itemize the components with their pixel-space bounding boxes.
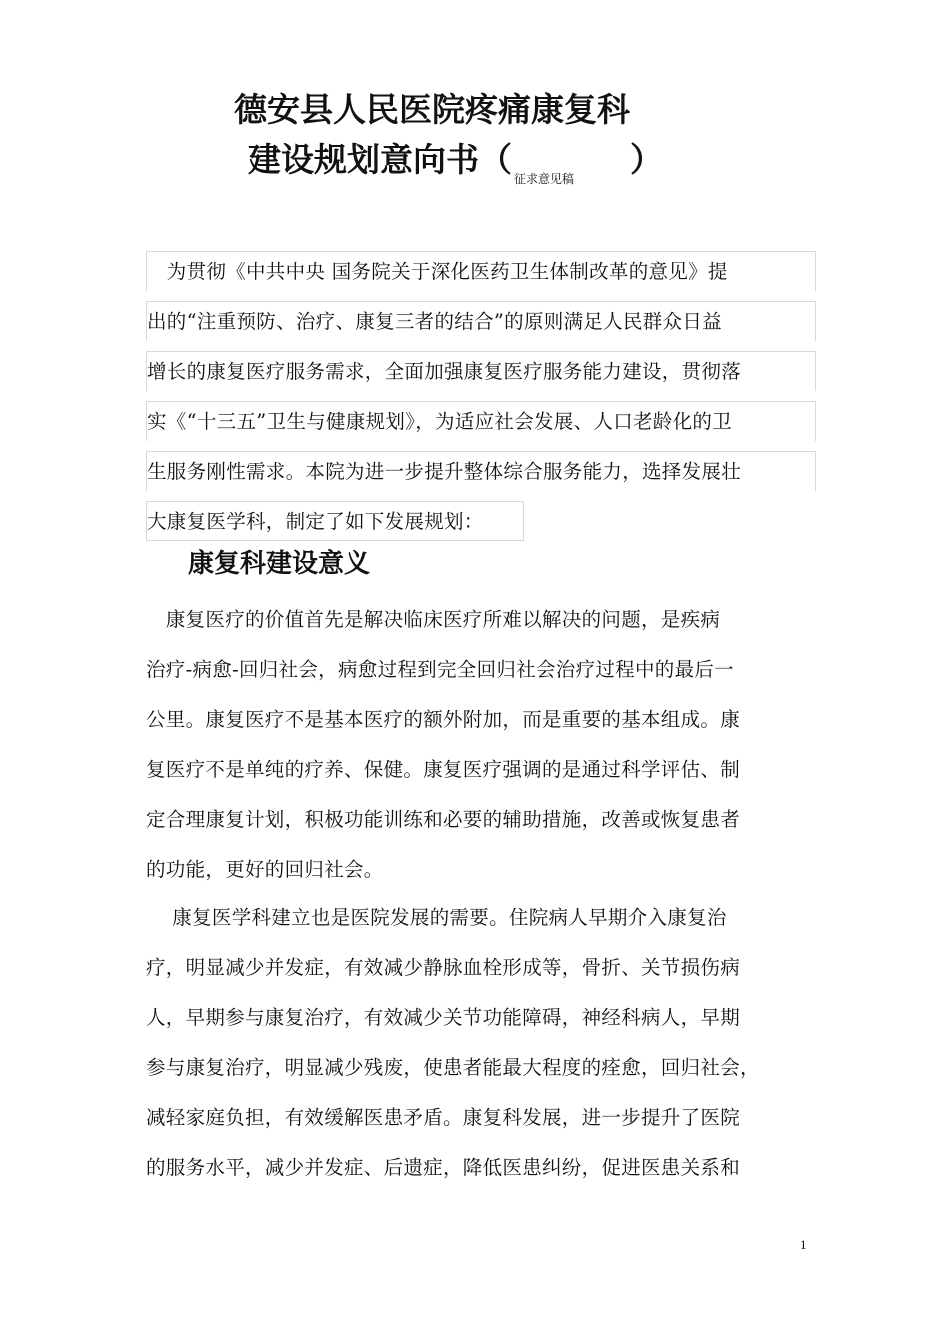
title-close-paren: ）	[630, 140, 664, 179]
intro-line: 生服务刚性需求。本院为进一步提升整体综合服务能力，选择发展壮	[146, 451, 816, 491]
document-title-line1: 德安县人民医院疼痛康复科	[234, 90, 630, 129]
draft-note: 征求意见稿	[514, 172, 575, 186]
intro-line: 实《“十三五”卫生与健康规划》，为适应社会发展、人口老龄化的卫	[146, 401, 816, 441]
intro-line: 为贯彻《中共中央 国务院关于深化医药卫生体制改革的意见》提	[146, 251, 816, 291]
paragraph-line: 康复医疗的价值首先是解决临床医疗所难以解决的问题，是疾病	[146, 608, 721, 631]
paragraph-line: 参与康复治疗，明显减少残废，使患者能最大程度的痊愈，回归社会，	[146, 1056, 760, 1079]
paragraph-line: 康复医学科建立也是医院发展的需要。住院病人早期介入康复治	[146, 906, 727, 929]
paragraph-line: 的功能，更好的回归社会。	[146, 858, 384, 881]
paragraph-rehab-value	[146, 595, 826, 895]
intro-line: 出的“注重预防、治疗、康复三者的结合”的原则满足人民群众日益	[146, 301, 816, 341]
intro-line: 大康复医学科，制定了如下发展规划：	[146, 501, 524, 541]
paragraph-line: 定合理康复计划，积极功能训练和必要的辅助措施，改善或恢复患者	[146, 808, 741, 831]
document-title-line2	[248, 138, 663, 201]
page-number: 1	[800, 1237, 807, 1252]
intro-paragraph	[146, 251, 816, 551]
paragraph-hospital-development	[146, 893, 826, 1193]
paragraph-line: 的服务水平，减少并发症、后遗症，降低医患纠纷，促进医患关系和	[146, 1156, 741, 1179]
paragraph-line: 治疗-病愈-回归社会，病愈过程到完全回归社会治疗过程中的最后一	[146, 658, 734, 681]
paragraph-line: 公里。康复医疗不是基本医疗的额外附加，而是重要的基本组成。康	[146, 708, 741, 731]
paragraph-line: 疗，明显减少并发症，有效减少静脉血栓形成等，骨折、关节损伤病	[146, 956, 741, 979]
paragraph-line: 人，早期参与康复治疗，有效减少关节功能障碍，神经科病人，早期	[146, 1006, 741, 1029]
document-title-line2-text: 建设规划意向书（	[248, 140, 512, 179]
paragraph-line: 复医疗不是单纯的疗养、保健。康复医疗强调的是通过科学评估、制	[146, 758, 741, 781]
paragraph-line: 减轻家庭负担，有效缓解医患矛盾。康复科发展，进一步提升了医院	[146, 1106, 741, 1129]
intro-line: 增长的康复医疗服务需求，全面加强康复医疗服务能力建设，贯彻落	[146, 351, 816, 391]
section-heading: 康复科建设意义	[188, 549, 371, 579]
